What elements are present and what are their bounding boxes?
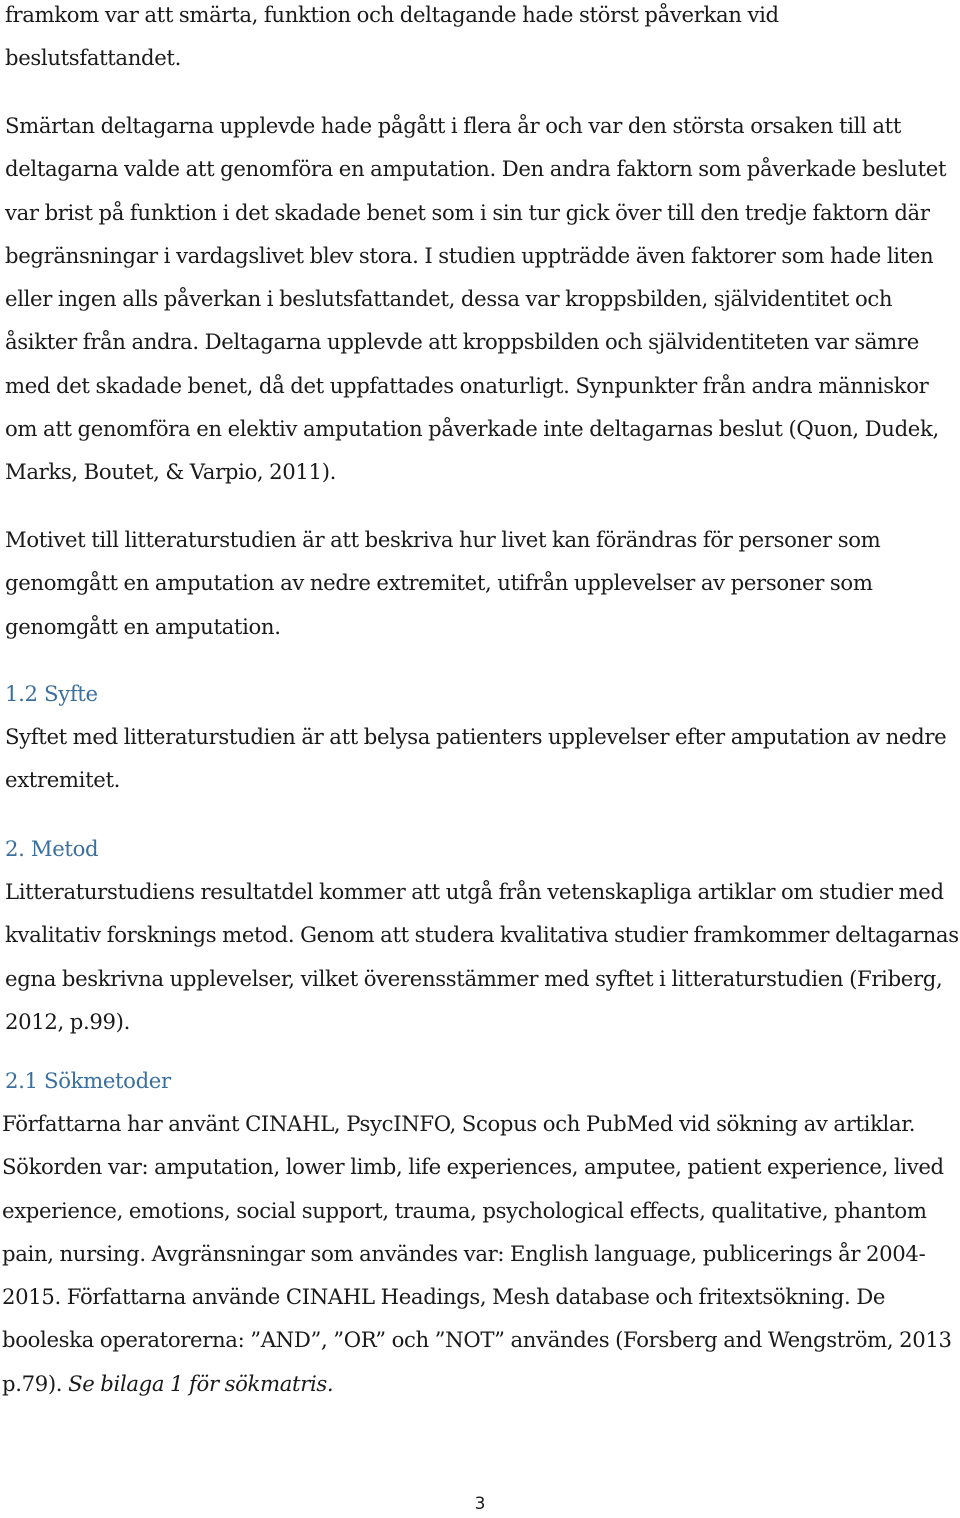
paragraph-sokmetoder — [2, 1102, 960, 1405]
paragraph-sokmetoder-text: Författarna har använt CINAHL, PsycINFO, Scopus och PubMed vid sökning av artiklar. Sökorden var: amputation, lower limb, life experiences, amputee, patient experience, lived experience, emotions, social support, trauma, psychological effects, qualitative, phantom pain, nursing. Avgränsningar som användes var: English language, publicerings år 2004-2015. Författarna använde CINAHL Headings, Mesh database och fritextsökning. De booleska operatorerna: ”AND”, ”OR” och ”NOT” användes (Forsberg and Wengström, 2013 p.79). — [2, 1111, 952, 1396]
paragraph-metod: Litteraturstudiens resultatdel kommer att utgå från vetenskapliga artiklar om studier med kvalitativ forsknings metod. Genom att studera kvalitativa studier framkommer deltagarnas egna beskrivna upplevelser, vilket överensstämmer med syftet i litteraturstudien (Friberg, 2012, p.99). — [5, 879, 959, 1034]
paragraph-pain-factors: Smärtan deltagarna upplevde hade pågått i flera år och var den största orsaken till att deltagarna valde att genomföra en amputation. Den andra faktorn som påverkade beslutet var brist på funktion i det skadade benet som i sin tur gick över till den tredje faktorn där begränsningar i vardagslivet blev stora. I studien uppträdde även faktorer som hade liten eller ingen alls påverkan i beslutsfattandet, dessa var kroppsbilden, självidentitet och åsikter från andra. Deltagarna upplevde att kroppsbilden och självidentiteten var sämre med det skadade benet, då det uppfattades onaturligt. Synpunkter från andra människor om att genomföra en elektiv amputation påverkade inte deltagarnas beslut (Quon, Dudek, Marks, Boutet, & Varpio, 2011). — [5, 113, 947, 485]
heading-sokmetoder: 2.1 Sökmetoder — [5, 1068, 171, 1093]
heading-metod: 2. Metod — [5, 836, 99, 861]
heading-syfte: 1.2 Syfte — [5, 681, 98, 706]
paragraph-intro-continuation: framkom var att smärta, funktion och deltagande hade störst påverkan vid beslutsfattandet. — [5, 2, 779, 71]
page-number: 3 — [474, 1494, 486, 1514]
appendix-reference: Se bilaga 1 för sökmatris. — [68, 1370, 334, 1396]
paragraph-motive: Motivet till litteraturstudien är att beskriva hur livet kan förändras för personer som genomgått en amputation av nedre extremitet, utifrån upplevelser av personer som genomgått en amputation. — [5, 527, 881, 639]
paragraph-syfte: Syftet med litteraturstudien är att belysa patienters upplevelser efter amputation av nedre extremitet. — [5, 724, 947, 793]
